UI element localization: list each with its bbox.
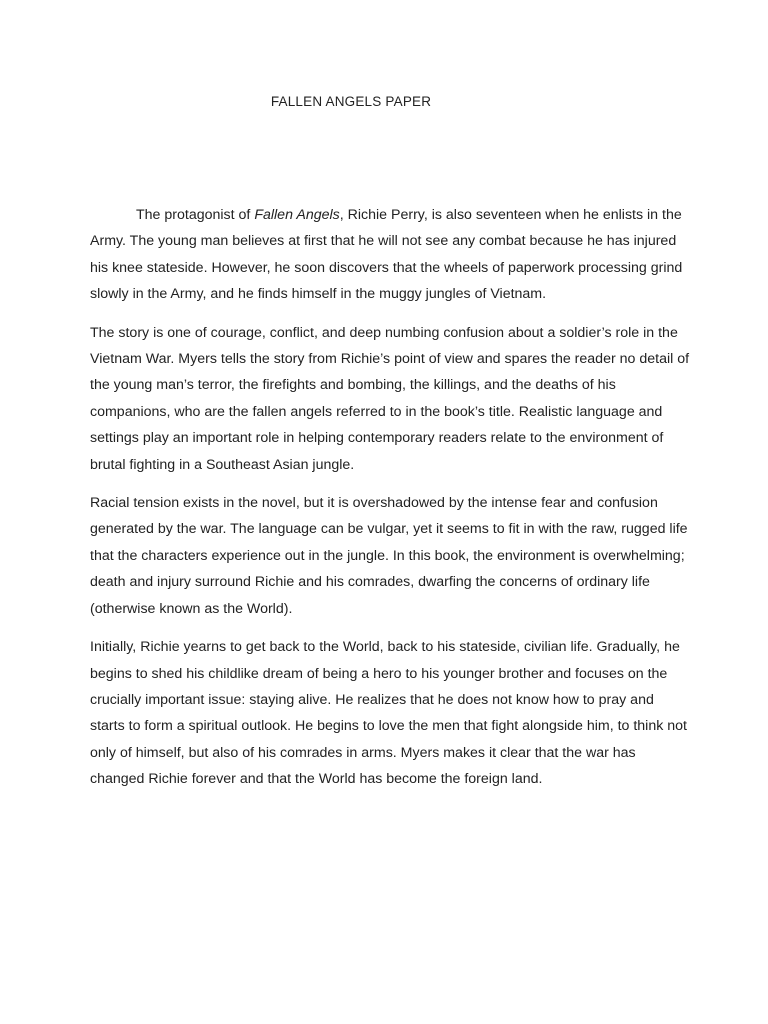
paragraph-1-rest: , Richie Perry, is also seventeen when he enlists in the Army. The young man believes at first that he will not see any combat because he has injured his knee stateside. However, he soon discovers that the wheels of paperwork processing grind slowly in the Army, and he finds himself in the muggy jungles of Vietnam. — [90, 207, 683, 303]
document-body — [90, 202, 690, 805]
paragraph-2: The story is one of courage, conflict, and deep numbing confusion about a soldier’s role in the Vietnam War. Myers tells the story from Richie’s point of view and spares the reader no detail of the young man’s terror, the firefights and bombing, the killings, and the deaths of his companions, who are the fallen angels referred to in the book’s title. Realistic language and settings play an important role in helping contemporary readers relate to the environment of brutal fighting in a Southeast Asian jungle. — [90, 324, 690, 473]
paragraph-4: Initially, Richie yearns to get back to the World, back to his stateside, civilian life. Gradually, he begins to shed his childlike dream of being a hero to his younger brother and focuses on the crucially important issue: staying alive. He realizes that he does not know how to pray and starts to form a spiritual outlook. He begins to love the men that fight alongside him, to think not only of himself, but also of his comrades in arms. Myers makes it clear that the war has changed Richie forever and that the World has become the foreign land. — [90, 639, 687, 788]
paragraph-3: Racial tension exists in the novel, but it is overshadowed by the intense fear and confusion generated by the war. The language can be vulgar, yet it seems to fit in with the raw, rugged life that the characters experience out in the jungle. In this book, the environment is overwhelming; death and injury surround Richie and his comrades, dwarfing the concerns of ordinary life (otherwise known as the World). — [90, 495, 688, 617]
paragraph-1-intro: The protagonist of — [136, 207, 255, 223]
book-title: Fallen Angels — [254, 207, 340, 223]
paragraph-1 — [90, 202, 690, 308]
document-title: FALLEN ANGELS PAPER — [270, 94, 432, 109]
